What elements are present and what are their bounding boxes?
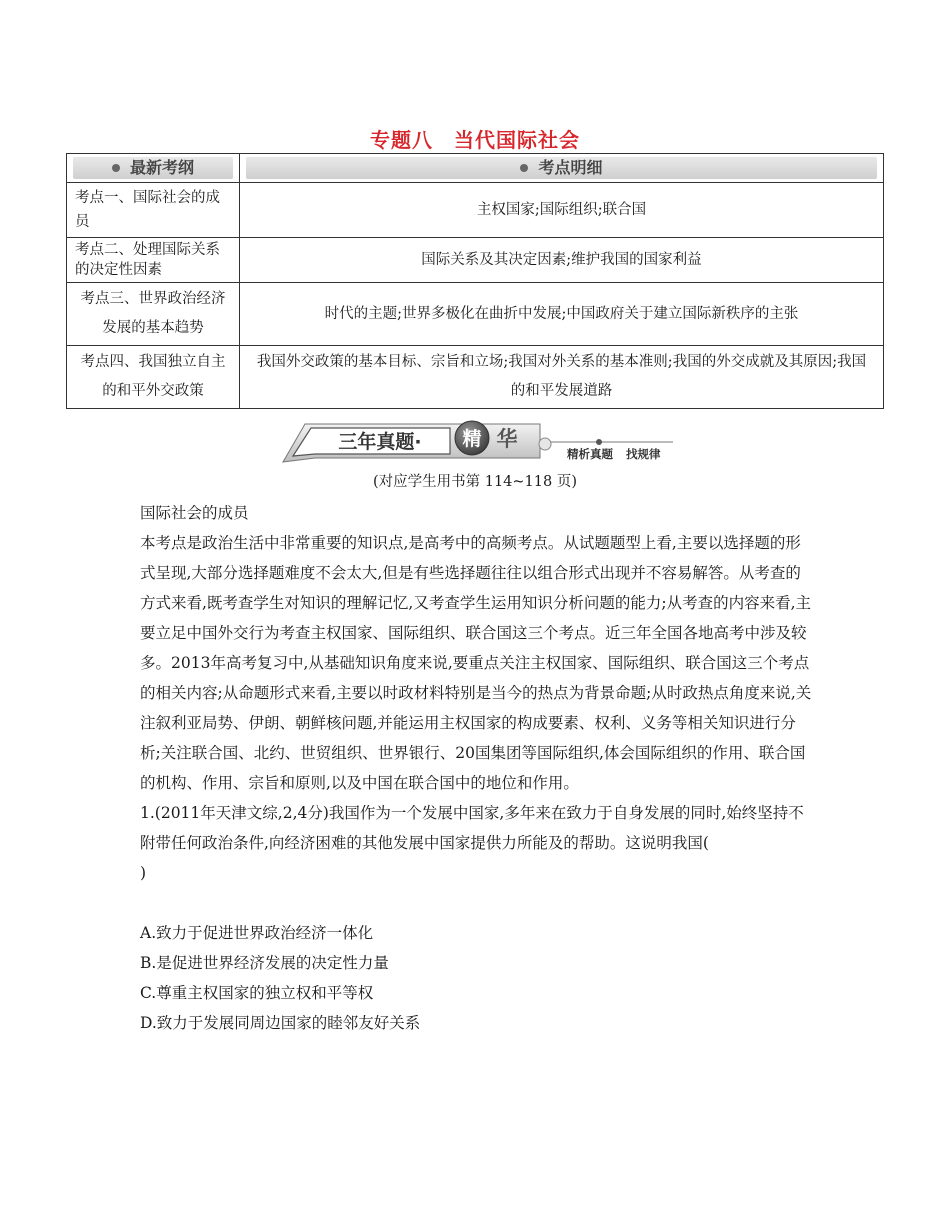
option-a: A.致力于促进世界政治经济一体化 xyxy=(140,924,374,942)
banner-sub-1: 精析真题 xyxy=(567,447,613,461)
header-cell-outline xyxy=(67,154,240,183)
banner-badge-hua: 华 xyxy=(496,427,518,451)
header-cell-details xyxy=(240,154,884,183)
question-stem-close: ) xyxy=(140,864,147,882)
bullet-icon xyxy=(112,164,120,172)
intro-paragraph: 本考点是政治生活中非常重要的知识点,是高考中的高频考点。从试题题型上看,主要以选择题的形式呈现,大部分选择题难度不会太大,但是有些选择题往往以组合形式出现并不容易解答。从考查的方式来看,既考查学生对知识的理解记忆,又考查学生运用知识分析问题的能力;从考查的内容来看,主要立足中国外交行为考查主权国家、国际组织、联合国这三个考点。近三年全国各地高考中涉及较多。2013年高考复习中,从基础知识角度来说,要重点关注主权国家、国际组织、联合国这三个考点的相关内容;从命题形式来看,主要以时政材料特别是当今的热点为背景命题;从时政热点角度来说,关注叙利亚局势、伊朗、朝鲜核问题,并能运用主权国家的构成要素、权利、义务等相关知识进行分析;关注联合国、北约、世贸组织、世界银行、20国集团等国际组织,体会国际组织的作用、联合国的机构、作用、宗旨和原则,以及中国在联合国中的地位和作用。 xyxy=(140,534,812,792)
detail-cell: 时代的主题;世界多极化在曲折中发展;中国政府关于建立国际新秩序的主张 xyxy=(240,283,884,346)
banner-sub-2: 找规律 xyxy=(626,447,661,461)
section-heading: 国际社会的成员 xyxy=(140,504,249,522)
question-stem: 1.(2011年天津文综,2,4分)我国作为一个发展中国家,多年来在致力于自身发展的同时,始终坚持不附带任何政治条件,向经济困难的其他发展中国家提供力所能及的帮助。这说明我国( xyxy=(140,804,804,852)
table-header-row xyxy=(67,154,884,183)
detail-cell: 国际关系及其决定因素;维护我国的国家利益 xyxy=(240,238,884,283)
detail-cell: 我国外交政策的基本目标、宗旨和立场;我国对外关系的基本准则;我国的外交成就及其原因;我国的和平发展道路 xyxy=(240,346,884,409)
topic-cell: 考点三、世界政治经济发展的基本趋势 xyxy=(67,283,240,346)
table-row xyxy=(67,238,884,283)
table-row xyxy=(67,183,884,238)
option-c: C.尊重主权国家的独立权和平等权 xyxy=(140,984,374,1002)
topic-cell: 考点四、我国独立自主的和平外交政策 xyxy=(67,346,240,409)
page-title: 专题八 当代国际社会 xyxy=(370,128,580,152)
table-row xyxy=(67,346,884,409)
section-banner xyxy=(275,416,675,466)
banner-badge-jing: 精 xyxy=(462,428,482,450)
banner-title: 三年真题· xyxy=(338,431,422,453)
header-label-details: 考点明细 xyxy=(538,158,603,177)
option-b: B.是促进世界经济发展的决定性力量 xyxy=(140,954,389,972)
topic-cell: 考点一、国际社会的成员 xyxy=(67,183,240,238)
exam-outline-table xyxy=(66,153,884,409)
page-reference-note: (对应学生用书第 114~118 页) xyxy=(372,474,578,490)
detail-cell: 主权国家;国际组织;联合国 xyxy=(240,183,884,238)
main-content xyxy=(140,498,815,1038)
header-label-outline: 最新考纲 xyxy=(129,158,194,177)
topic-cell: 考点二、处理国际关系的决定性因素 xyxy=(67,238,240,283)
option-d: D.致力于发展同周边国家的睦邻友好关系 xyxy=(140,1014,421,1032)
bullet-icon xyxy=(520,164,528,172)
table-row xyxy=(67,283,884,346)
